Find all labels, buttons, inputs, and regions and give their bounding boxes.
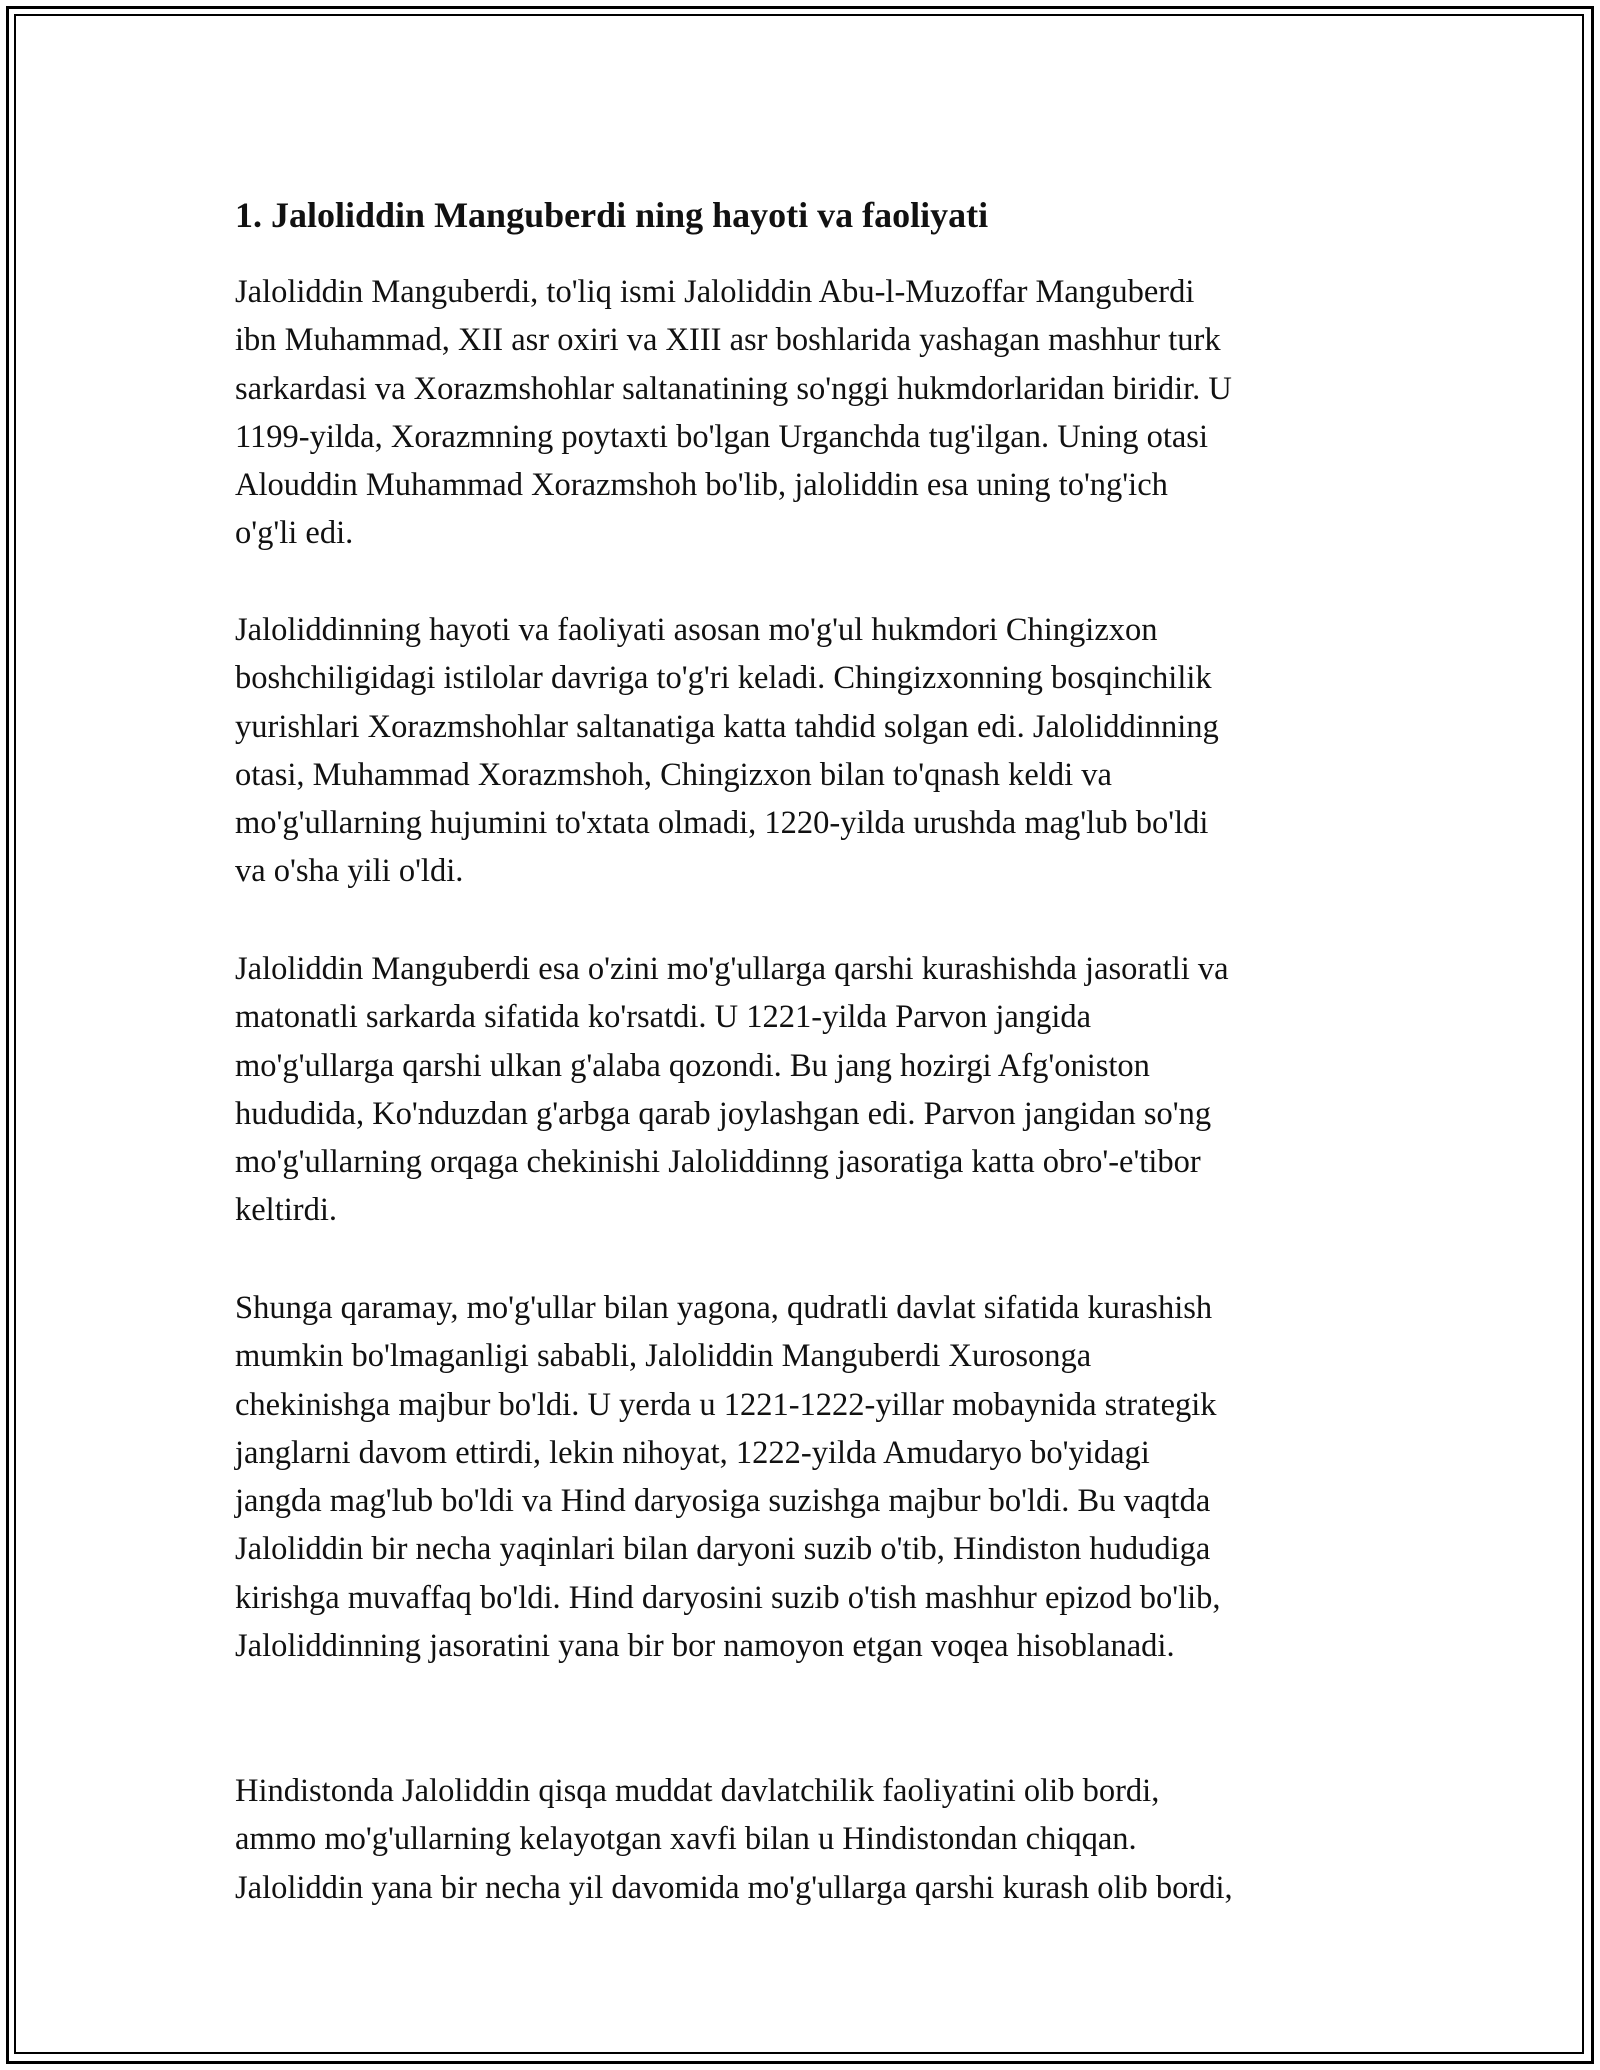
text-line: Jaloliddinning jasoratini yana bir bor namoyon etgan voqea hisoblanadi. [235,1628,1175,1665]
section-heading: 1. Jaloliddin Manguberdi ning hayoti va faoliyati [235,195,989,235]
text-line: va o'sha yili o'ldi. [235,853,464,890]
text-line: kirishga muvaffaq bo'ldi. Hind daryosini suzib o'tish mashhur epizod bo'lib, [235,1579,1221,1616]
text-line: 1199-yilda, Xorazmning poytaxti bo'lgan Urganchda tug'ilgan. Uning otasi [235,418,1208,455]
text-line: Jaloliddin bir necha yaqinlari bilan daryoni suzib o'tib, Hindiston hududiga [235,1531,1211,1568]
text-line: hududida, Ko'nduzdan g'arbga qarab joylashgan edi. Parvon jangidan so'ng [235,1095,1212,1132]
paragraph-2 [235,606,1395,896]
text-line: Shunga qaramay, mo'g'ullar bilan yagona, qudratli davlat sifatida kurashish [235,1290,1213,1326]
text-line: otasi, Muhammad Xorazmshoh, Chingizxon bilan to'qnash keldi va [235,756,1112,793]
text-line: Jaloliddin Manguberdi, to'liq ismi Jaloliddin Abu-l-Muzoffar Manguberdi [235,274,1195,310]
text-line: ammo mo'g'ullarning kelayotgan xavfi bilan u Hindistondan chiqqan. [235,1821,1137,1858]
text-line: Jaloliddinning hayoti va faoliyati asosan mo'g'ul hukmdori Chingizxon [235,612,1158,648]
text-line: boshchiligidagi istilolar davriga to'g'ri keladi. Chingizxonning bosqinchilik [235,660,1212,697]
text-line: jangda mag'lub bo'ldi va Hind daryosiga suzishga majbur bo'ldi. Bu vaqtda [235,1483,1211,1520]
text-line: mo'g'ullarga qarshi ulkan g'alaba qozondi. Bu jang hozirgi Afg'oniston [235,1047,1150,1084]
paragraph-3 [235,945,1395,1235]
text-line: ibn Muhammad, XII asr oxiri va XIII asr boshlarida yashagan mashhur turk [235,322,1221,359]
paragraph-5 [235,1767,1395,1912]
paragraph-4 [235,1284,1395,1670]
text-line: sarkardasi va Xorazmshohlar saltanatining so'nggi hukmdorlaridan biridir. U [235,370,1232,407]
text-line: mo'g'ullarning hujumini to'xtata olmadi, 1220-yilda urushda mag'lub bo'ldi [235,805,1209,842]
text-line: janglarni davom ettirdi, lekin nihoyat, 1222-yilda Amudaryo bo'yidagi [235,1434,1150,1471]
text-line: Hindistonda Jaloliddin qisqa muddat davlatchilik faoliyatini olib bordi, [235,1773,1160,1809]
text-line: o'g'li edi. [235,515,354,552]
text-line: mumkin bo'lmaganligi sababli, Jaloliddin Manguberdi Xurosonga [235,1338,1092,1375]
text-line: yurishlari Xorazmshohlar saltanatiga katta tahdid solgan edi. Jaloliddinning [235,708,1219,745]
text-line: keltirdi. [235,1192,337,1229]
text-line: mo'g'ullarning orqaga chekinishi Jaloliddinng jasoratiga katta obro'-e'tibor [235,1144,1201,1181]
text-line: Jaloliddin yana bir necha yil davomida mo'g'ullarga qarshi kurash olib bordi, [235,1869,1233,1906]
text-line: Alouddin Muhammad Xorazmshoh bo'lib, jaloliddin esa uning to'ng'ich [235,467,1168,504]
text-line: chekinishga majbur bo'ldi. U yerda u 1221-1222-yillar mobaynida strategik [235,1386,1217,1423]
paragraph-1 [235,268,1395,558]
text-line: Jaloliddin Manguberdi esa o'zini mo'g'ullarga qarshi kurashishda jasoratli va [235,951,1229,987]
text-line: matonatli sarkarda sifatida ko'rsatdi. U 1221-yilda Parvon jangida [235,999,1092,1036]
